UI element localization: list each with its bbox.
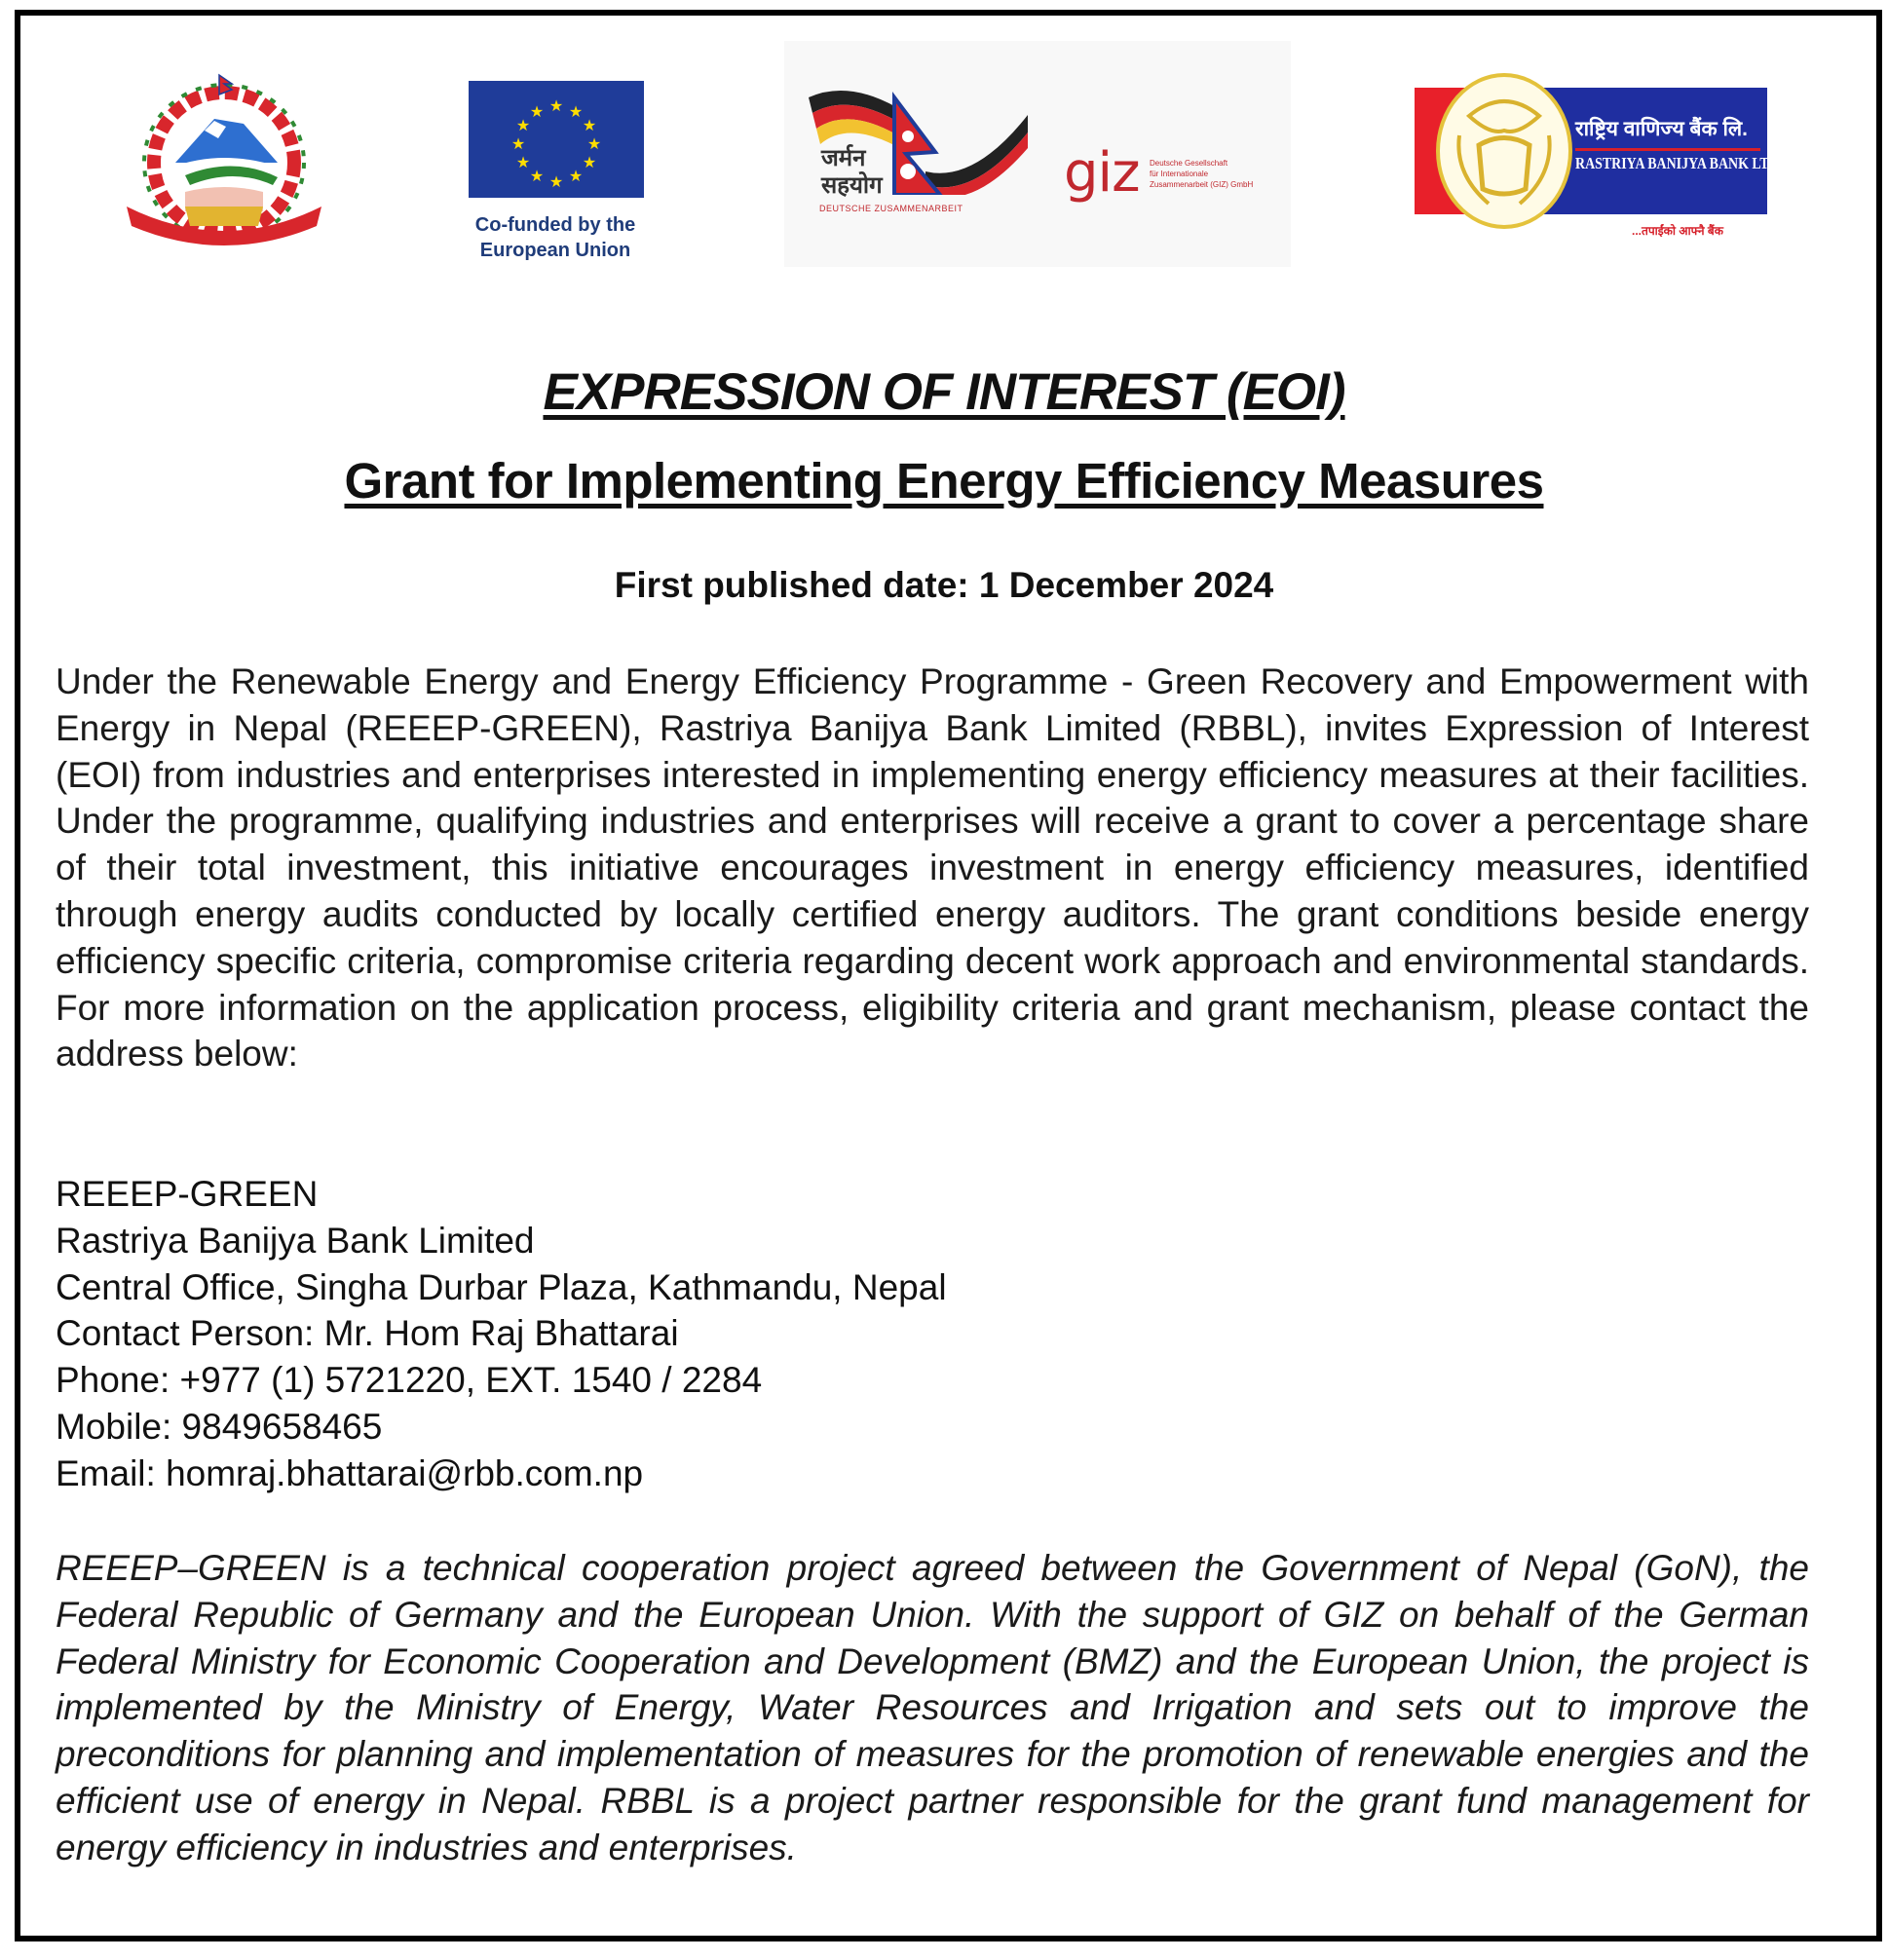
giz-name-line3: Zusammenarbeit (GIZ) GmbH <box>1150 180 1254 189</box>
svg-text:★: ★ <box>582 153 597 171</box>
address-bank: Rastriya Banijya Bank Limited <box>56 1220 535 1261</box>
giz-name-line2: für Internationale <box>1150 170 1209 178</box>
svg-text:★: ★ <box>515 116 531 134</box>
eu-caption-line2: European Union <box>479 240 631 261</box>
svg-text:★: ★ <box>582 116 597 134</box>
giz-full-name <box>1150 158 1253 190</box>
svg-text:★: ★ <box>515 153 531 171</box>
svg-text:★: ★ <box>568 167 584 185</box>
address-org: REEEP-GREEN <box>56 1174 319 1214</box>
rbb-english-name: RASTRIYA BANIJYA BANK LTD. <box>1575 154 1783 172</box>
svg-text:★: ★ <box>548 96 564 115</box>
project-description-paragraph: REEEP–GREEN is a technical cooperation project agreed between the Government of Nepal (GoN), the Federal Republic of Germany and the European Union. With the support of GIZ on behalf of the German Federal Ministry for Economic Cooperation and Development (BMZ) and the European Union, the project is implemented by the Ministry of Energy, Water Resources and Irrigation and sets out to improve the preconditions for planning and implementation of measures for the promotion of renewable energies and the efficient use of energy in Nepal. RBBL is a project partner responsible for the grant fund management for energy efficiency in industries and enterprises. <box>56 1548 1809 1867</box>
nepal-emblem-icon <box>117 70 331 250</box>
address-contact-person: Contact Person: Mr. Hom Raj Bhattarai <box>56 1313 679 1354</box>
svg-text:★: ★ <box>529 167 545 185</box>
svg-text:★: ★ <box>548 172 564 191</box>
address-email: Email: homraj.bhattarai@rbb.com.np <box>56 1452 644 1493</box>
rbb-logo <box>1415 88 1783 214</box>
eoi-title: EXPRESSION OF INTEREST (EOI) <box>543 363 1345 421</box>
address-office: Central Office, Singha Durbar Plaza, Kathmandu, Nepal <box>56 1266 947 1307</box>
svg-text:★: ★ <box>586 134 602 153</box>
giz-logo-wordmark: giz <box>1064 141 1140 205</box>
published-date: First published date: 1 December 2024 <box>614 565 1274 605</box>
page-title <box>0 362 1888 422</box>
giz-name-line1: Deutsche Gesellschaft <box>1150 159 1228 168</box>
german-cooperation-devanagari-2: सहयोग <box>821 172 883 199</box>
intro-paragraph: Under the Renewable Energy and Energy Efficiency Programme - Green Recovery and Empowerment with Energy in Nepal (REEEP-GREEN), Rastriya Banijya Bank Limited (RBBL), invites Expression of Interest (EOI) from industries and enterprises interested in implementing energy efficiency measures at their facilities. Under the programme, qualifying industries and enterprises will receive a grant to cover a percentage share of their total investment, this initiative encourages investment in energy efficiency measures, identified through energy audits conducted by locally certified energy auditors. The grant conditions beside energy efficiency specific criteria, compromise criteria regarding decent work approach and environmental standards. For more information on the application process, eligibility criteria and grant mechanism, please contact the address below: <box>56 661 1809 1074</box>
eu-flag-icon <box>469 81 644 198</box>
grant-subtitle: Grant for Implementing Energy Efficiency Measures <box>344 453 1544 509</box>
address-mobile: Mobile: 9849658465 <box>56 1406 383 1447</box>
rbb-emblem-icon <box>1436 73 1572 229</box>
german-cooperation-devanagari-1: जर्मन <box>821 145 866 171</box>
page-subtitle <box>0 452 1888 509</box>
eu-cofunded-caption <box>429 212 682 263</box>
svg-text:★: ★ <box>529 102 545 121</box>
rbb-tagline: ...तपाईंको आफ्नै बैंक <box>1632 224 1723 238</box>
deutsche-zusammenarbeit-caption: DEUTSCHE ZUSAMMENARBEIT <box>819 204 963 213</box>
svg-text:★: ★ <box>510 134 526 153</box>
eu-caption-line1: Co-funded by the <box>474 214 636 236</box>
contact-address-block <box>56 1171 1225 1497</box>
svg-text:★: ★ <box>568 102 584 121</box>
rbb-nepali-name: राष्ट्रिय वाणिज्य बैंक लि. <box>1575 118 1748 140</box>
rbb-divider <box>1575 148 1760 151</box>
address-phone: Phone: +977 (1) 5721220, EXT. 1540 / 2284 <box>56 1360 763 1401</box>
